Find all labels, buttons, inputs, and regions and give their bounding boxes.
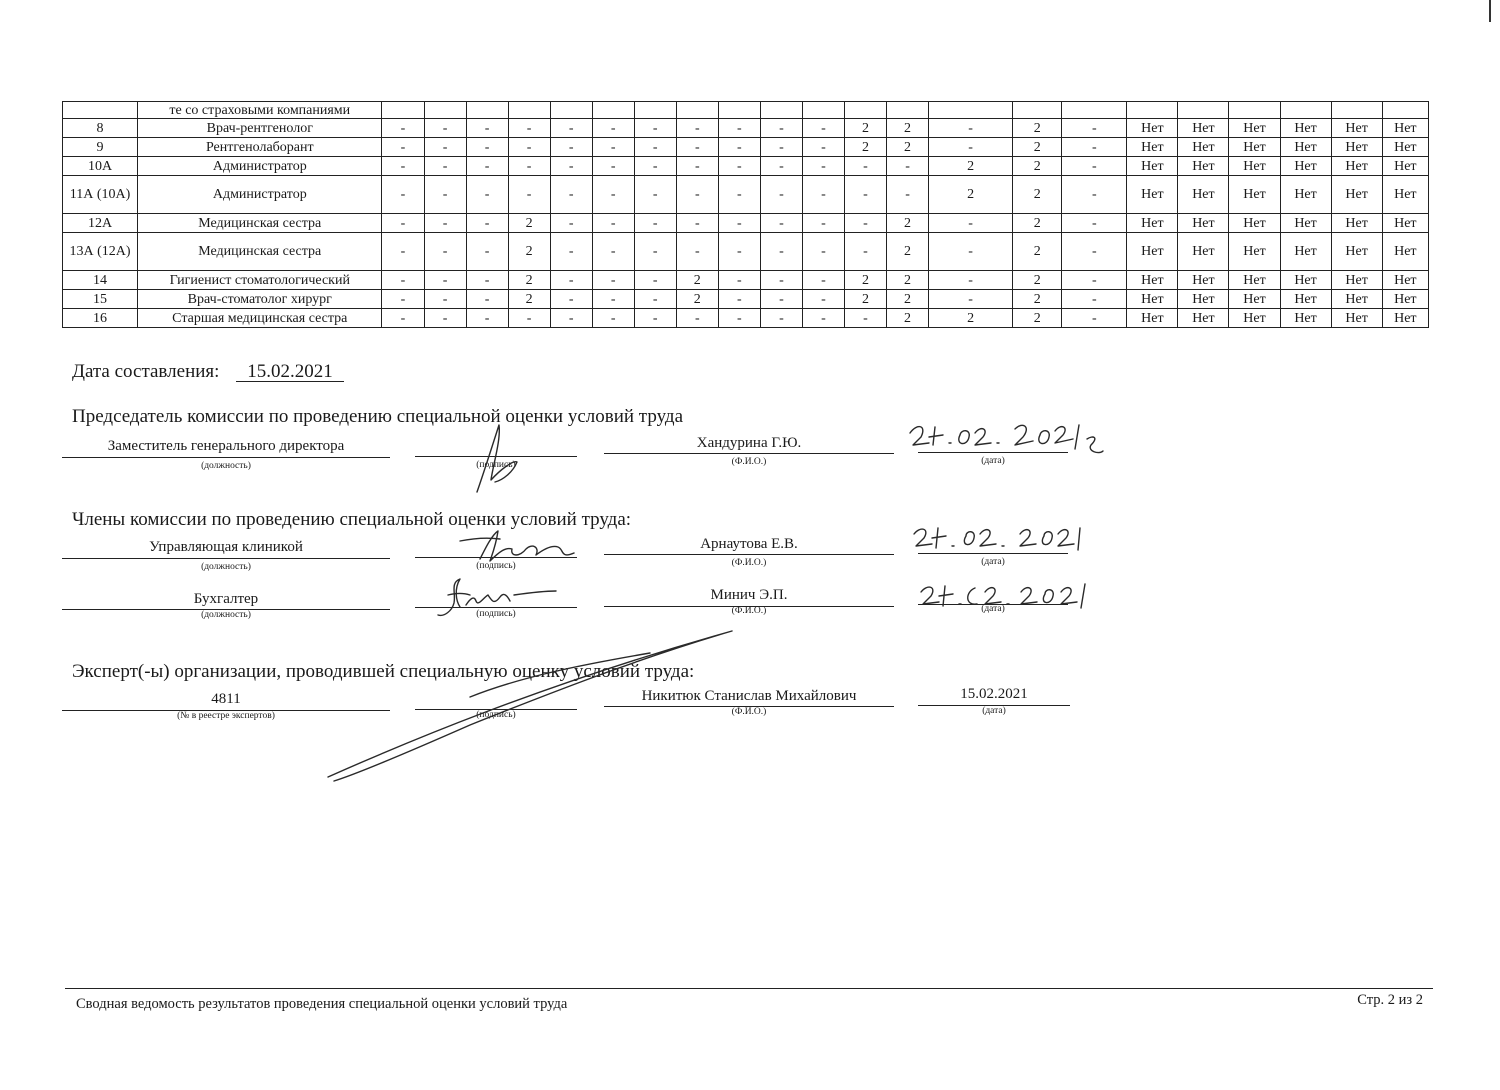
class-cell: - bbox=[550, 157, 592, 176]
flag-cell: Нет bbox=[1229, 176, 1280, 214]
class-cell: - bbox=[382, 157, 424, 176]
class-cell: - bbox=[1062, 233, 1127, 271]
class-cell: - bbox=[718, 309, 760, 328]
class-cell: - bbox=[550, 309, 592, 328]
flag-cell: Нет bbox=[1127, 176, 1178, 214]
class-cell: - bbox=[592, 176, 634, 214]
flag-cell bbox=[1127, 102, 1178, 119]
flag-cell: Нет bbox=[1331, 233, 1382, 271]
class-cell: 2 bbox=[929, 176, 1013, 214]
row-position-name: Администратор bbox=[138, 176, 382, 214]
class-cell: - bbox=[718, 138, 760, 157]
class-cell: - bbox=[508, 157, 550, 176]
class-cell: - bbox=[760, 290, 802, 309]
class-cell: 2 bbox=[929, 309, 1013, 328]
class-cell: 2 bbox=[1013, 214, 1062, 233]
flag-cell: Нет bbox=[1127, 290, 1178, 309]
member-1-position-line bbox=[62, 558, 390, 559]
class-cell: - bbox=[760, 138, 802, 157]
class-cell: - bbox=[424, 157, 466, 176]
class-cell: - bbox=[760, 157, 802, 176]
table-row bbox=[63, 138, 1429, 157]
flag-cell: Нет bbox=[1229, 157, 1280, 176]
class-cell: - bbox=[718, 214, 760, 233]
class-cell: - bbox=[718, 233, 760, 271]
class-cell: - bbox=[802, 119, 844, 138]
class-cell: 2 bbox=[676, 271, 718, 290]
flag-cell: Нет bbox=[1331, 214, 1382, 233]
class-cell: - bbox=[508, 119, 550, 138]
class-cell: - bbox=[676, 176, 718, 214]
class-cell: - bbox=[550, 271, 592, 290]
flag-cell: Нет bbox=[1382, 119, 1428, 138]
class-cell bbox=[676, 102, 718, 119]
flag-cell bbox=[1280, 102, 1331, 119]
class-cell: - bbox=[634, 119, 676, 138]
class-cell: - bbox=[592, 309, 634, 328]
class-cell: - bbox=[634, 176, 676, 214]
class-cell: - bbox=[929, 138, 1013, 157]
class-cell: 2 bbox=[887, 119, 929, 138]
class-cell: - bbox=[550, 176, 592, 214]
class-cell: - bbox=[760, 214, 802, 233]
class-cell: - bbox=[424, 233, 466, 271]
class-cell: - bbox=[1062, 176, 1127, 214]
chairman-name: Хандурина Г.Ю. bbox=[696, 435, 802, 451]
class-cell: - bbox=[676, 233, 718, 271]
member-1-position: Управляющая клиникой bbox=[149, 539, 303, 555]
class-cell bbox=[844, 102, 886, 119]
class-cell: - bbox=[382, 233, 424, 271]
caption-registry: (№ в реестре экспертов) bbox=[177, 711, 275, 721]
expert-registry-number: 4811 bbox=[211, 691, 241, 707]
class-cell: - bbox=[466, 214, 508, 233]
class-cell: - bbox=[466, 176, 508, 214]
flag-cell: Нет bbox=[1382, 309, 1428, 328]
class-cell: - bbox=[382, 271, 424, 290]
flag-cell: Нет bbox=[1331, 309, 1382, 328]
class-cell: 2 bbox=[1013, 119, 1062, 138]
class-cell: - bbox=[382, 290, 424, 309]
class-cell bbox=[718, 102, 760, 119]
scan-edge-mark bbox=[1489, 0, 1491, 22]
class-cell: - bbox=[592, 119, 634, 138]
expert-heading: Эксперт(-ы) организации, проводившей специальную оценку условий труда: bbox=[72, 661, 695, 682]
table-row bbox=[63, 271, 1429, 290]
flag-cell: Нет bbox=[1280, 214, 1331, 233]
class-cell: - bbox=[424, 290, 466, 309]
class-cell: 2 bbox=[844, 290, 886, 309]
class-cell: 2 bbox=[887, 138, 929, 157]
class-cell: - bbox=[760, 119, 802, 138]
class-cell: 2 bbox=[1013, 138, 1062, 157]
flag-cell: Нет bbox=[1382, 290, 1428, 309]
class-cell: - bbox=[1062, 214, 1127, 233]
class-cell: - bbox=[760, 309, 802, 328]
flag-cell: Нет bbox=[1382, 214, 1428, 233]
class-cell bbox=[508, 102, 550, 119]
class-cell: - bbox=[424, 176, 466, 214]
class-cell: - bbox=[887, 176, 929, 214]
class-cell: - bbox=[1062, 157, 1127, 176]
member-1-signature-icon bbox=[440, 527, 580, 567]
class-cell bbox=[802, 102, 844, 119]
class-cell: - bbox=[676, 157, 718, 176]
class-cell: - bbox=[466, 119, 508, 138]
flag-cell: Нет bbox=[1331, 290, 1382, 309]
class-cell: - bbox=[1062, 119, 1127, 138]
caption-position: (должность) bbox=[201, 610, 251, 620]
class-cell: - bbox=[844, 176, 886, 214]
class-cell: - bbox=[508, 138, 550, 157]
class-cell: 2 bbox=[676, 290, 718, 309]
class-cell bbox=[760, 102, 802, 119]
member-2-signature-icon bbox=[430, 575, 560, 625]
flag-cell: Нет bbox=[1229, 233, 1280, 271]
flag-cell: Нет bbox=[1229, 214, 1280, 233]
class-cell: - bbox=[508, 176, 550, 214]
class-cell: - bbox=[466, 233, 508, 271]
flag-cell: Нет bbox=[1280, 157, 1331, 176]
flag-cell: Нет bbox=[1280, 271, 1331, 290]
class-cell: 2 bbox=[508, 233, 550, 271]
class-cell: - bbox=[929, 214, 1013, 233]
flag-cell: Нет bbox=[1331, 119, 1382, 138]
class-cell: 2 bbox=[844, 119, 886, 138]
flag-cell: Нет bbox=[1178, 176, 1229, 214]
class-cell: - bbox=[466, 290, 508, 309]
date-compiled-value: 15.02.2021 bbox=[247, 361, 333, 382]
class-cell: - bbox=[634, 290, 676, 309]
class-cell: - bbox=[929, 119, 1013, 138]
row-position-name: Медицинская сестра bbox=[138, 233, 382, 271]
class-cell: - bbox=[802, 309, 844, 328]
class-cell: 2 bbox=[887, 290, 929, 309]
class-cell: - bbox=[802, 157, 844, 176]
class-cell: - bbox=[844, 233, 886, 271]
class-cell: - bbox=[718, 271, 760, 290]
class-cell bbox=[1062, 102, 1127, 119]
class-cell: - bbox=[382, 119, 424, 138]
flag-cell: Нет bbox=[1178, 119, 1229, 138]
caption-date: (дата) bbox=[981, 456, 1005, 466]
class-cell: - bbox=[676, 138, 718, 157]
flag-cell: Нет bbox=[1331, 176, 1382, 214]
class-cell: - bbox=[634, 233, 676, 271]
flag-cell: Нет bbox=[1178, 214, 1229, 233]
class-cell bbox=[592, 102, 634, 119]
flag-cell: Нет bbox=[1127, 271, 1178, 290]
row-number: 12А bbox=[63, 214, 138, 233]
class-cell: - bbox=[929, 271, 1013, 290]
row-position-name: Рентгенолаборант bbox=[138, 138, 382, 157]
flag-cell bbox=[1178, 102, 1229, 119]
flag-cell: Нет bbox=[1229, 138, 1280, 157]
caption-date: (дата) bbox=[982, 706, 1006, 716]
flag-cell: Нет bbox=[1178, 233, 1229, 271]
class-cell: 2 bbox=[844, 271, 886, 290]
class-cell: - bbox=[929, 233, 1013, 271]
date-compiled-label: Дата составления: bbox=[72, 361, 220, 382]
members-heading: Члены комиссии по проведению специальной оценки условий труда: bbox=[72, 509, 632, 530]
table-row bbox=[63, 290, 1429, 309]
class-cell: - bbox=[592, 233, 634, 271]
flag-cell: Нет bbox=[1229, 119, 1280, 138]
class-cell: - bbox=[592, 290, 634, 309]
row-number: 11А (10А) bbox=[63, 176, 138, 214]
member-1-name: Арнаутова Е.В. bbox=[700, 536, 798, 552]
row-position-name: Медицинская сестра bbox=[138, 214, 382, 233]
class-cell: - bbox=[592, 271, 634, 290]
class-cell: 2 bbox=[508, 271, 550, 290]
member-1-name-line bbox=[604, 554, 894, 555]
class-cell: - bbox=[802, 271, 844, 290]
class-cell: - bbox=[424, 309, 466, 328]
class-cell: - bbox=[634, 271, 676, 290]
class-cell: - bbox=[382, 309, 424, 328]
results-table bbox=[62, 101, 1429, 328]
flag-cell bbox=[1382, 102, 1428, 119]
class-cell bbox=[424, 102, 466, 119]
class-cell: - bbox=[760, 271, 802, 290]
flag-cell: Нет bbox=[1127, 233, 1178, 271]
member-1-handwritten-date bbox=[908, 520, 1088, 560]
class-cell: 2 bbox=[887, 233, 929, 271]
class-cell: - bbox=[382, 214, 424, 233]
flag-cell: Нет bbox=[1280, 290, 1331, 309]
class-cell: - bbox=[1062, 138, 1127, 157]
row-position-name: Врач-рентгенолог bbox=[138, 119, 382, 138]
flag-cell: Нет bbox=[1382, 138, 1428, 157]
class-cell: - bbox=[634, 138, 676, 157]
class-cell: - bbox=[802, 290, 844, 309]
table-row bbox=[63, 176, 1429, 214]
class-cell: - bbox=[550, 119, 592, 138]
row-number bbox=[63, 102, 138, 119]
chairman-position-line bbox=[62, 457, 390, 458]
caption-signature: (подпись) bbox=[476, 609, 516, 619]
class-cell: 2 bbox=[887, 309, 929, 328]
flag-cell: Нет bbox=[1331, 157, 1382, 176]
flag-cell bbox=[1229, 102, 1280, 119]
class-cell: - bbox=[1062, 290, 1127, 309]
footer-title: Сводная ведомость результатов проведения специальной оценки условий труда bbox=[76, 996, 568, 1012]
flag-cell: Нет bbox=[1127, 309, 1178, 328]
member-2-name: Минич Э.П. bbox=[710, 587, 788, 603]
class-cell bbox=[382, 102, 424, 119]
class-cell: - bbox=[382, 176, 424, 214]
row-number: 9 bbox=[63, 138, 138, 157]
class-cell: 2 bbox=[1013, 176, 1062, 214]
class-cell: - bbox=[929, 290, 1013, 309]
row-position-name: Врач-стоматолог хирург bbox=[138, 290, 382, 309]
row-number: 8 bbox=[63, 119, 138, 138]
flag-cell: Нет bbox=[1280, 138, 1331, 157]
flag-cell: Нет bbox=[1229, 271, 1280, 290]
class-cell: - bbox=[634, 214, 676, 233]
class-cell: - bbox=[844, 214, 886, 233]
class-cell: - bbox=[634, 309, 676, 328]
flag-cell: Нет bbox=[1280, 119, 1331, 138]
expert-signature-icon bbox=[320, 625, 740, 785]
flag-cell: Нет bbox=[1178, 271, 1229, 290]
caption-position: (должность) bbox=[201, 562, 251, 572]
class-cell bbox=[1013, 102, 1062, 119]
caption-signature: (подпись) bbox=[476, 710, 516, 720]
class-cell: - bbox=[550, 214, 592, 233]
flag-cell: Нет bbox=[1127, 214, 1178, 233]
class-cell: 2 bbox=[508, 214, 550, 233]
flag-cell: Нет bbox=[1331, 271, 1382, 290]
row-position-name: Администратор bbox=[138, 157, 382, 176]
table-row bbox=[63, 309, 1429, 328]
caption-date: (дата) bbox=[981, 557, 1005, 567]
class-cell: - bbox=[592, 214, 634, 233]
expert-name: Никитюк Станислав Михайлович bbox=[641, 688, 857, 704]
flag-cell: Нет bbox=[1229, 290, 1280, 309]
class-cell bbox=[929, 102, 1013, 119]
class-cell: - bbox=[508, 309, 550, 328]
class-cell: - bbox=[844, 157, 886, 176]
class-cell: - bbox=[802, 214, 844, 233]
class-cell: - bbox=[634, 157, 676, 176]
class-cell: 2 bbox=[929, 157, 1013, 176]
flag-cell: Нет bbox=[1382, 157, 1428, 176]
footer-page-number: Стр. 2 из 2 bbox=[1357, 992, 1423, 1008]
class-cell bbox=[634, 102, 676, 119]
class-cell: - bbox=[1062, 271, 1127, 290]
flag-cell: Нет bbox=[1127, 157, 1178, 176]
class-cell: - bbox=[676, 309, 718, 328]
flag-cell: Нет bbox=[1127, 119, 1178, 138]
member-2-handwritten-date bbox=[915, 578, 1095, 618]
class-cell: 2 bbox=[887, 271, 929, 290]
class-cell: - bbox=[802, 138, 844, 157]
flag-cell: Нет bbox=[1280, 176, 1331, 214]
row-number: 16 bbox=[63, 309, 138, 328]
flag-cell: Нет bbox=[1331, 138, 1382, 157]
chairman-name-line bbox=[604, 453, 894, 454]
table-row bbox=[63, 102, 1429, 119]
chairman-heading: Председатель комиссии по проведению специальной оценки условий труда bbox=[72, 406, 683, 427]
caption-signature: (подпись) bbox=[476, 460, 516, 470]
class-cell: - bbox=[424, 214, 466, 233]
class-cell: - bbox=[676, 119, 718, 138]
member-2-position: Бухгалтер bbox=[193, 591, 259, 607]
caption-fio: (Ф.И.О.) bbox=[731, 558, 767, 568]
class-cell: - bbox=[718, 119, 760, 138]
chairman-position: Заместитель генерального директора bbox=[107, 438, 345, 454]
class-cell: - bbox=[802, 176, 844, 214]
class-cell: 2 bbox=[1013, 271, 1062, 290]
class-cell: 2 bbox=[508, 290, 550, 309]
flag-cell: Нет bbox=[1178, 290, 1229, 309]
table-row bbox=[63, 214, 1429, 233]
class-cell: - bbox=[676, 214, 718, 233]
class-cell: - bbox=[760, 176, 802, 214]
caption-date: (дата) bbox=[981, 604, 1005, 614]
row-number: 13А (12А) bbox=[63, 233, 138, 271]
class-cell: - bbox=[550, 290, 592, 309]
class-cell: - bbox=[844, 309, 886, 328]
table-row bbox=[63, 157, 1429, 176]
row-number: 10А bbox=[63, 157, 138, 176]
class-cell: 2 bbox=[887, 214, 929, 233]
class-cell: - bbox=[760, 233, 802, 271]
date-compiled-underline bbox=[236, 381, 344, 382]
class-cell: - bbox=[382, 138, 424, 157]
class-cell: - bbox=[466, 138, 508, 157]
flag-cell: Нет bbox=[1382, 271, 1428, 290]
row-number: 14 bbox=[63, 271, 138, 290]
caption-signature: (подпись) bbox=[476, 561, 516, 571]
class-cell: 2 bbox=[1013, 233, 1062, 271]
table-row bbox=[63, 233, 1429, 271]
class-cell: - bbox=[718, 157, 760, 176]
class-cell: - bbox=[550, 233, 592, 271]
class-cell: - bbox=[466, 271, 508, 290]
chairman-handwritten-date bbox=[905, 415, 1105, 460]
class-cell: - bbox=[550, 138, 592, 157]
table-row bbox=[63, 119, 1429, 138]
class-cell: - bbox=[466, 309, 508, 328]
flag-cell: Нет bbox=[1178, 138, 1229, 157]
class-cell: - bbox=[887, 157, 929, 176]
class-cell: - bbox=[424, 138, 466, 157]
class-cell: - bbox=[424, 271, 466, 290]
row-position-name: Гигиенист стоматологический bbox=[138, 271, 382, 290]
class-cell bbox=[466, 102, 508, 119]
class-cell: - bbox=[424, 119, 466, 138]
class-cell: 2 bbox=[844, 138, 886, 157]
row-position-name: те со страховыми компаниями bbox=[138, 102, 382, 119]
class-cell: - bbox=[802, 233, 844, 271]
flag-cell: Нет bbox=[1280, 233, 1331, 271]
class-cell: 2 bbox=[1013, 157, 1062, 176]
flag-cell: Нет bbox=[1229, 309, 1280, 328]
class-cell: - bbox=[718, 290, 760, 309]
class-cell bbox=[550, 102, 592, 119]
chairman-signature-icon bbox=[455, 420, 535, 495]
flag-cell: Нет bbox=[1178, 309, 1229, 328]
flag-cell: Нет bbox=[1178, 157, 1229, 176]
class-cell bbox=[887, 102, 929, 119]
footer-rule bbox=[65, 988, 1433, 989]
class-cell: - bbox=[1062, 309, 1127, 328]
flag-cell bbox=[1331, 102, 1382, 119]
expert-date: 15.02.2021 bbox=[960, 686, 1028, 702]
flag-cell: Нет bbox=[1127, 138, 1178, 157]
caption-fio: (Ф.И.О.) bbox=[731, 457, 767, 467]
class-cell: 2 bbox=[1013, 309, 1062, 328]
class-cell: 2 bbox=[1013, 290, 1062, 309]
row-number: 15 bbox=[63, 290, 138, 309]
class-cell: - bbox=[592, 157, 634, 176]
class-cell: - bbox=[718, 176, 760, 214]
class-cell: - bbox=[466, 157, 508, 176]
caption-position: (должность) bbox=[201, 461, 251, 471]
class-cell: - bbox=[592, 138, 634, 157]
flag-cell: Нет bbox=[1382, 233, 1428, 271]
row-position-name: Старшая медицинская сестра bbox=[138, 309, 382, 328]
caption-fio: (Ф.И.О.) bbox=[731, 707, 767, 717]
flag-cell: Нет bbox=[1382, 176, 1428, 214]
caption-fio: (Ф.И.О.) bbox=[731, 606, 767, 616]
flag-cell: Нет bbox=[1280, 309, 1331, 328]
